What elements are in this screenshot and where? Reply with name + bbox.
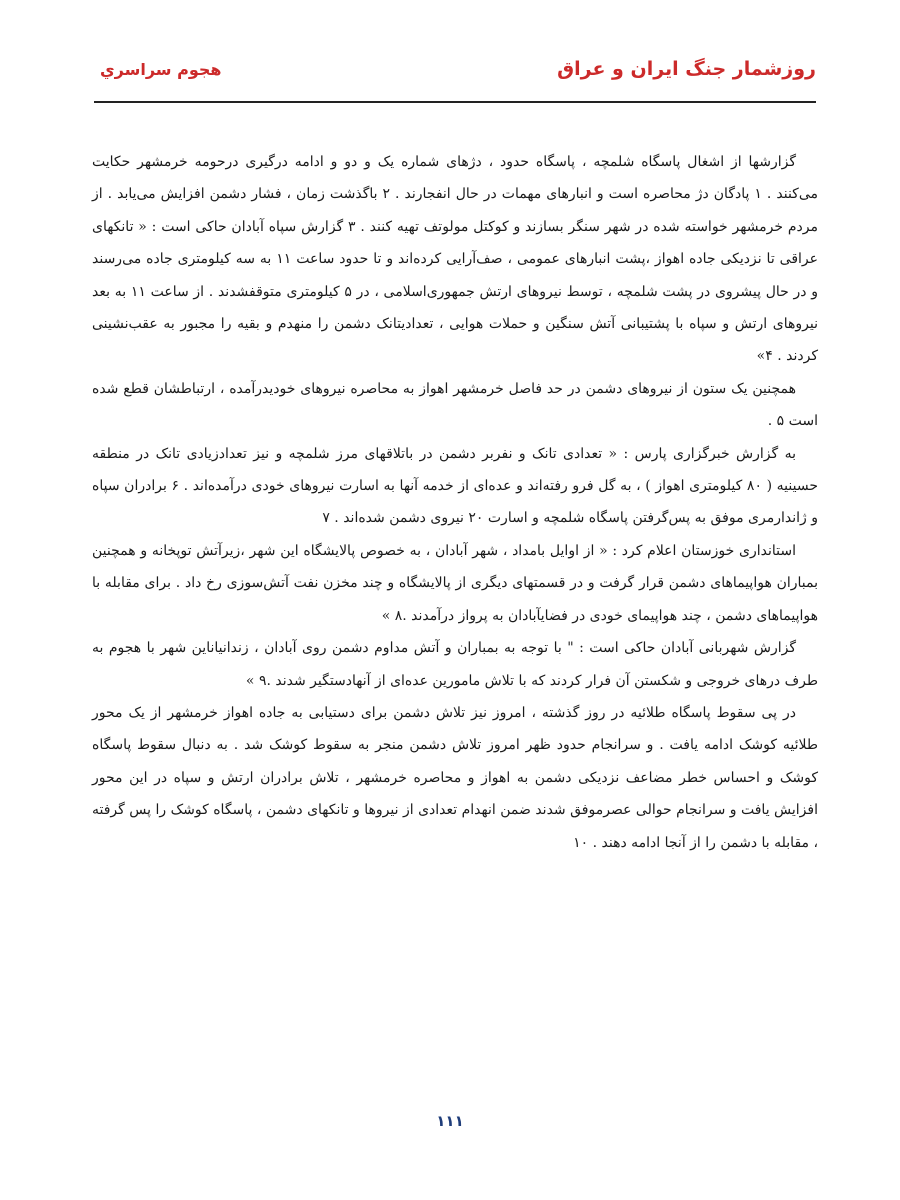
- paragraph-5: گزارش شهربانی آبادان حاکی است : " با توجه به بمباران و آتش مداوم دشمن روی آبادان ، زندانیاناین شهر با هجوم به طرف درهای خروجی و شکستن آن فرار کردند که با تلاش مامورین عده‌ای از آنهادستگیر شدند .۹ »: [92, 640, 818, 689]
- page-number: ۱۱۱: [436, 1112, 464, 1130]
- paragraph-1: گزارشها از اشغال پاسگاه شلمچه ، پاسگاه حدود ، دژهای شماره یک و دو و ادامه درگیری درحومه خرمشهر حکایت می‌کنند . ۱ پادگان دژ محاصره است و انبارهای مهمات در حال انفجارند . ۲ باگذشت زمان ، فشار دشمن افزایش می‌یابد . از مردم خرمشهر خواسته شده در شهر سنگر بسازند و کوکتل مولوتف تهیه کنند . ۳ گزارش سپاه آبادان حاکی است : « تانکهای عراقی تا نزدیکی جاده اهواز ،پشت انبارهای عمومی ، صف‌آرایی کرده‌اند و تا حدود ساعت ۱۱ به سه کیلومتری جاده می‌رسند و در حال پیشروی در پشت شلمچه ، توسط نیروهای ارتش جمهوری‌اسلامی ، در ۵ کیلومتری متوقفشدند . از ساعت ۱۱ به بعد نیروهای ارتش و سپاه با پشتیبانی آتش سنگین و حملات هوایی ، تعدادیتانک دشمن را منهدم و بقیه را مجبور به عقب‌نشینی کردند . ۴»: [92, 154, 819, 365]
- paragraph-4: استانداری خوزستان اعلام کرد : « از اوایل بامداد ، شهر آبادان ، به خصوص پالایشگاه این شهر ،زیرآتش توپخانه و همچنین بمباران هواپیماهای دشمن قرار گرفت و در قسمتهای دیگری از پالایشگاه و چند مخزن نفت آتش‌سوزی رخ داد . برای مقابله با هواپیماهای دشمن ، چند هواپیمای خودی در فضایآبادان به پرواز درآمدند .۸ »: [92, 542, 818, 624]
- paragraph-3: به گزارش خبرگزاری پارس : « تعدادی تانک و نفربر دشمن در باتلاقهای مرز شلمچه و نیز تعدادزیادی تانک در منطقه حسینیه ( ۸۰ کیلومتری اهواز ) ، به گل فرو رفته‌اند و عده‌ای از خدمه آنها به اسارت نیروهای خودی درآمده‌اند . ۶ برادران سپاه و ژاندارمری موفق به پس‌گرفتن پاسگاه شلمچه و اسارت ۲۰ نیروی دشمن شده‌اند . ۷: [92, 445, 818, 527]
- header-divider: [94, 101, 816, 103]
- chapter-title: هجوم سراسري: [100, 60, 222, 79]
- page-header: [90, 52, 816, 92]
- body-text: [92, 146, 818, 859]
- paragraph-6: در پی سقوط پاسگاه طلائیه در روز گذشته ، امروز نیز تلاش دشمن برای دستیابی به جاده اهواز خرمشهر از یک محور طلائیه کوشک ادامه یافت . و سرانجام حدود ظهر امروز تلاش دشمن منجر به سقوط کوشک شد . به دنبال سقوط پاسگاه کوشک و احساس خطر مضاعف نزدیکی دشمن به اهواز و محاصره خرمشهر ، تلاش برادران ارتش و سپاه در این محور افزایش یافت و سرانجام حوالی عصرموفق شدند ضمن انهدام تعدادی از نیروها و تانکهای دشمن ، پاسگاه کوشک را پس گرفته ، مقابله با دشمن را از آنجا ادامه دهند . ۱۰: [92, 704, 818, 851]
- book-title: روزشمار جنگ ایران و عراق: [557, 58, 816, 80]
- paragraph-2: همچنین یک ستون از نیروهای دشمن در حد فاصل خرمشهر اهواز به محاصره نیروهای خودیدرآمده ، ارتباطشان قطع شده است ۵ .: [92, 380, 818, 430]
